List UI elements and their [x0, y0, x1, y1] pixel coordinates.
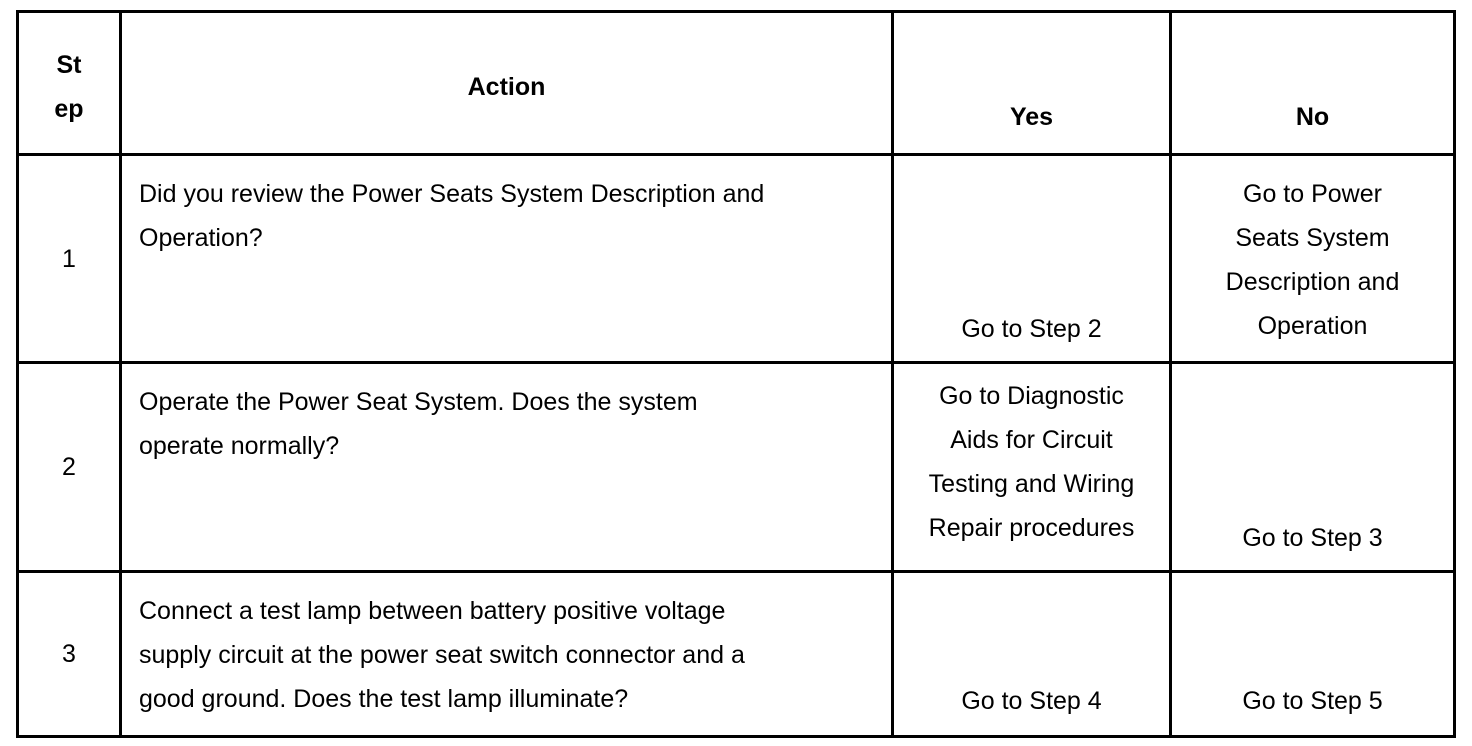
- no-text: Go to Power: [1243, 180, 1382, 209]
- action-text: Connect a test lamp between battery positive voltage: [139, 596, 726, 625]
- action-text: Did you review the Power Seats System Description and: [139, 180, 765, 209]
- action-text: operate normally?: [139, 432, 340, 461]
- action-text: supply circuit at the power seat switch connector and a: [139, 640, 745, 669]
- table-row: [18, 155, 1455, 363]
- action-text: Operation?: [139, 224, 263, 253]
- table-row: [18, 571, 1455, 736]
- action-cell: [121, 571, 893, 736]
- yes-text: Repair procedures: [928, 514, 1135, 543]
- header-action: Action: [121, 12, 893, 155]
- header-step-line2: ep: [54, 95, 84, 124]
- no-cell: Go to Step 3: [1171, 363, 1455, 571]
- no-text: Seats System: [1235, 224, 1390, 253]
- action-cell: [121, 155, 893, 363]
- no-text: Description and: [1225, 268, 1400, 297]
- yes-text: Go to Diagnostic: [939, 382, 1124, 411]
- yes-text: Testing and Wiring: [928, 470, 1135, 499]
- step-number: 1: [18, 155, 121, 363]
- action-cell: [121, 363, 893, 571]
- diagnostic-table: [16, 10, 1456, 738]
- no-cell: [1171, 155, 1455, 363]
- no-text: Operation: [1257, 312, 1368, 341]
- step-number: 2: [18, 363, 121, 571]
- header-yes: Yes: [893, 12, 1171, 155]
- header-step: [18, 12, 121, 155]
- header-step-line1: St: [56, 51, 82, 80]
- action-text: good ground. Does the test lamp illuminate?: [139, 684, 629, 713]
- header-row: [18, 12, 1455, 155]
- no-cell: Go to Step 5: [1171, 571, 1455, 736]
- action-text: Operate the Power Seat System. Does the system: [139, 388, 698, 417]
- header-no: No: [1171, 12, 1455, 155]
- yes-text: Aids for Circuit: [950, 426, 1113, 455]
- yes-cell: Go to Step 4: [893, 571, 1171, 736]
- table-row: [18, 363, 1455, 571]
- yes-cell: Go to Step 2: [893, 155, 1171, 363]
- yes-cell: [893, 363, 1171, 571]
- step-number: 3: [18, 571, 121, 736]
